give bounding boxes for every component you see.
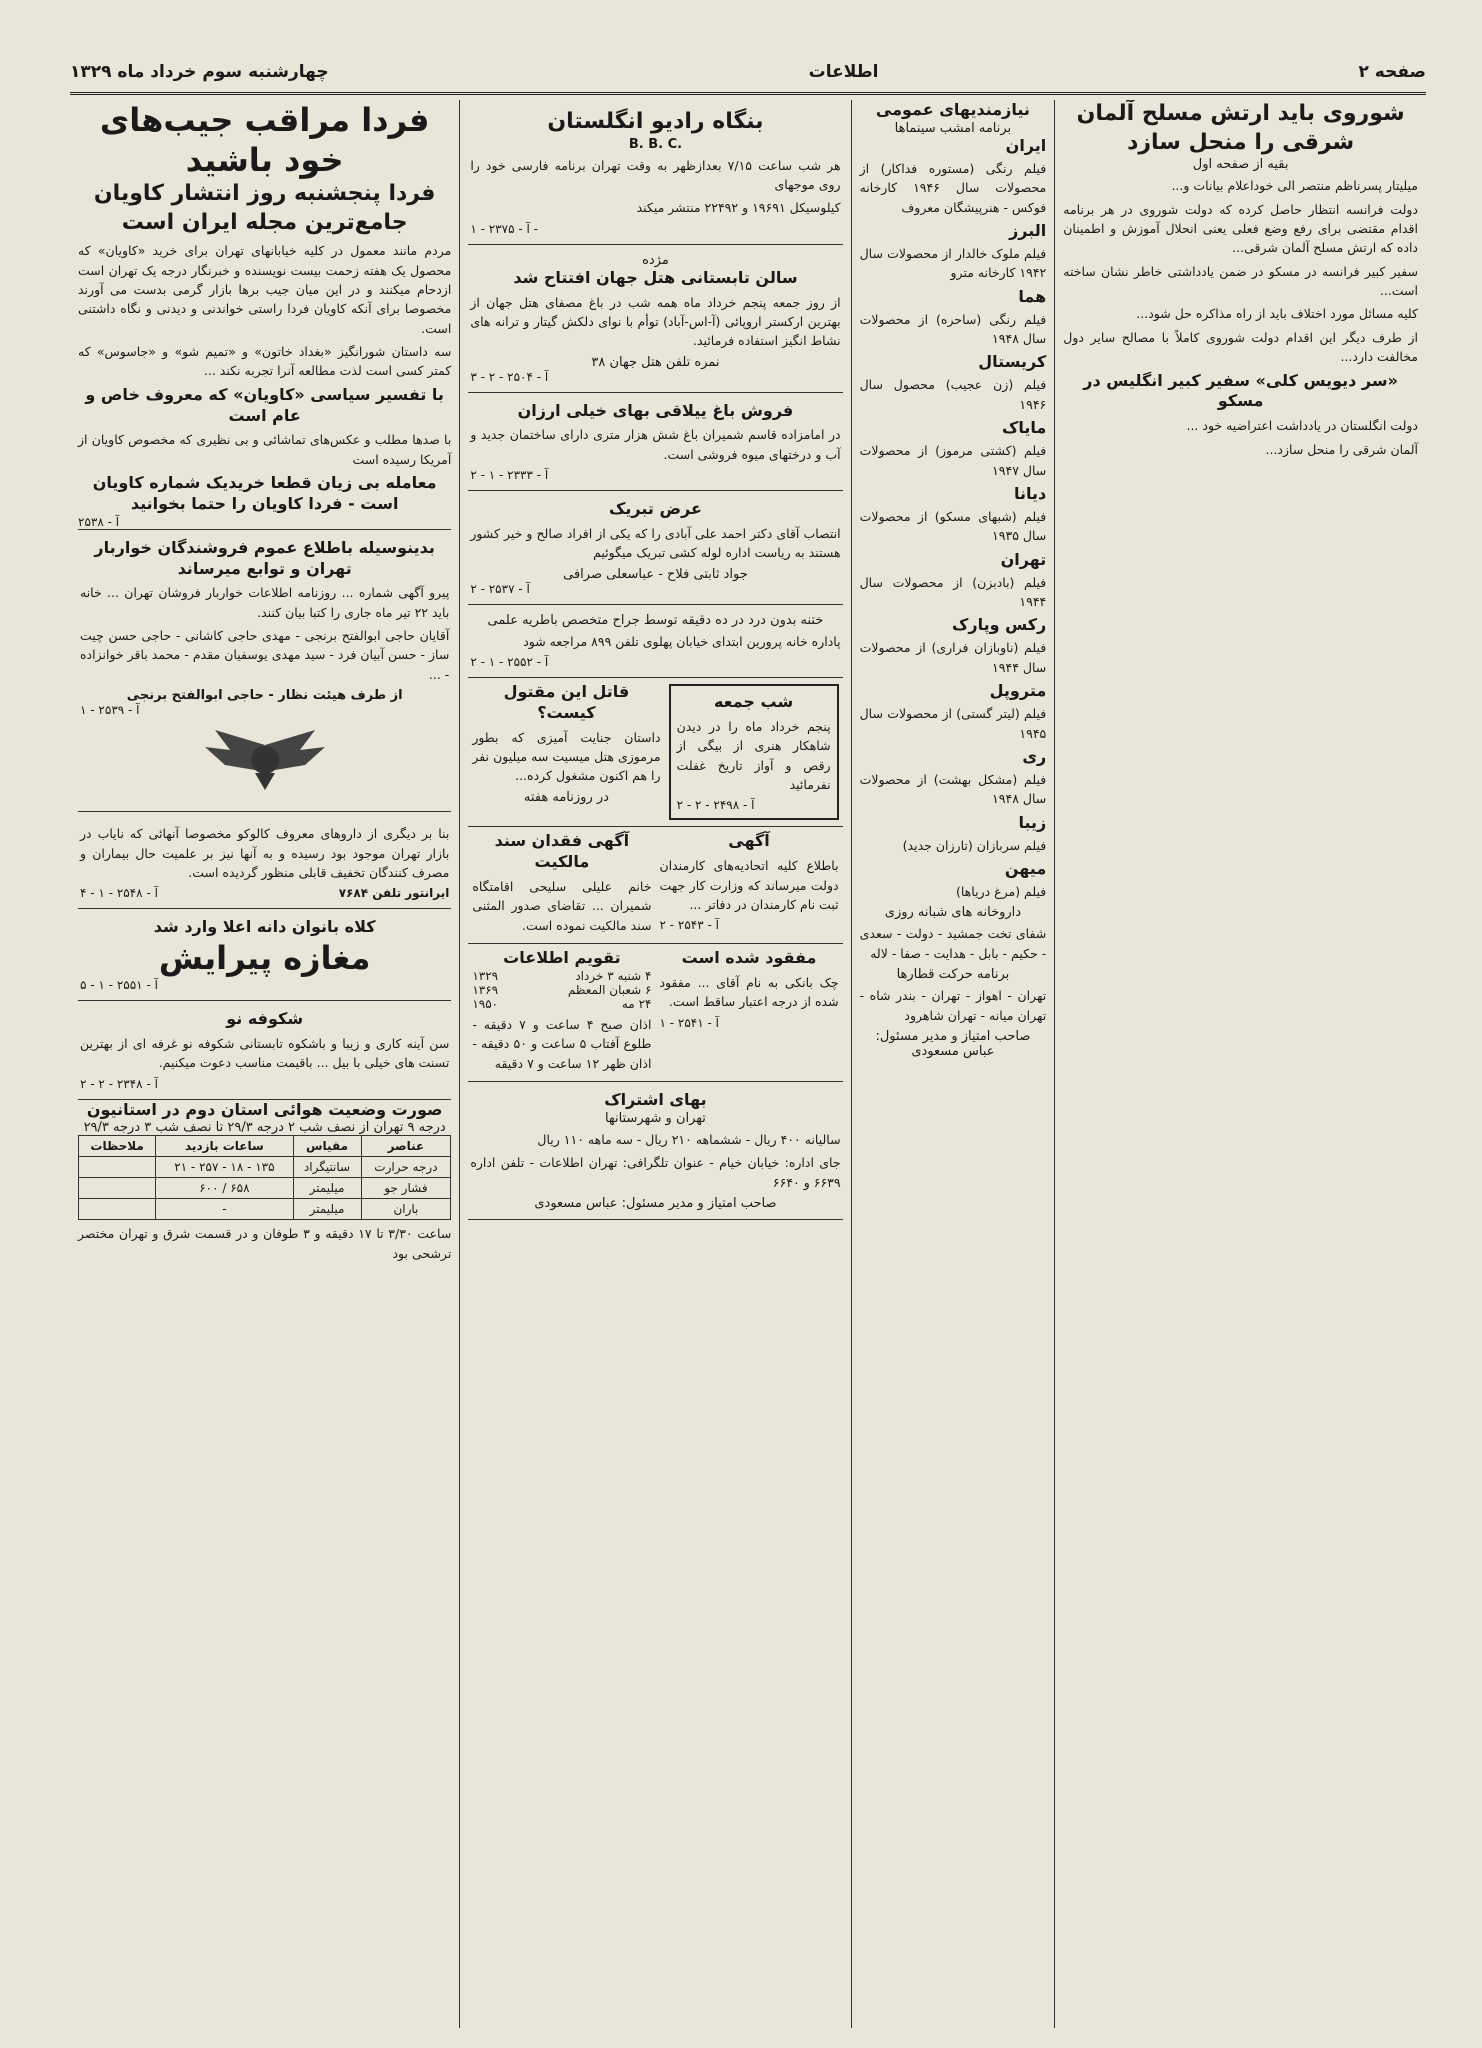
paragraph: کلیه مسائل مورد اختلاف باید از راه مذاکره حل شود...: [1136, 306, 1418, 322]
table-header: مقیاس: [293, 1136, 361, 1157]
column-notices: [851, 100, 1055, 2028]
subscription-text: سالیانه ۴۰۰ ریال - ششماهه ۲۱۰ ریال - سه ماهه ۱۱۰ ریال: [537, 1131, 841, 1147]
subscription: [468, 1081, 842, 1220]
cinema-entry: [860, 221, 1047, 283]
drug-sign: ایرانتور تلفن ۷۶۸۴: [338, 886, 450, 901]
paragraph: دولت انگلستان در یادداشت اعتراضیه خود ...: [1186, 418, 1418, 434]
paragraph: دولت فرانسه انتظار حاصل کرده که دولت شوروی در هر برنامه اقدام مقتضی برای رفع وضع فعلی یعنی انحلال آموزش و اطمینان داده که ارتش مسلح آلمان شرقی...: [1063, 201, 1418, 256]
cinema-entry: [860, 136, 1047, 217]
calendar-title: تقویم اطلاعات: [503, 948, 621, 968]
table-cell: میلیمتر: [293, 1199, 361, 1220]
address-text: جای اداره: خیابان خیام - عنوان تلگرافی: تهران اطلاعات - تلفن اداره ۶۶۳۹ و ۶۶۴۰: [470, 1155, 841, 1190]
table-cell: سانتیگراد: [293, 1157, 361, 1178]
ad-lost-deed: [468, 827, 655, 943]
kavian-subhead: فردا پنجشنبه روز انتشار کاویان جامع‌ترین مجله ایران است: [93, 181, 436, 235]
cinema-name: میهن: [1004, 859, 1047, 879]
table-header: ساعات بازدید: [156, 1136, 293, 1157]
cinema-name: متروپل: [989, 681, 1047, 701]
calendar-date: ۲۴ مه: [621, 996, 652, 1011]
calendar: [468, 944, 655, 1081]
column-politics: [1054, 100, 1426, 2028]
ad-congrats: [468, 491, 842, 605]
congrats-sign: جواد ثابتی فلاح - عباسعلی صرافی: [563, 566, 748, 582]
ad-code: آ - ۲۴۹۸ - ۲ - ۲: [676, 798, 755, 813]
ad-notice: [655, 827, 842, 943]
column-kavian: [70, 100, 459, 2028]
killer-source: در روزنامه هفته: [523, 789, 609, 805]
kavian-intro: مردم مانند معمول در کلیه خیابانهای تهران برای خرید «کاویان» که محصول یک هفته زحمت بیست نویسنده و خبرنگار درجه یک تهران است ازدحام میکنند و در این میان جیب برها بازار گرمی بدست می آورند مخصوصا برای آنکه کاویان فردا راستی خواندنی و دیدنی و نگاه داشتنی است.: [78, 243, 452, 336]
bbc-title: بنگاه رادیو انگلستان: [547, 109, 764, 134]
table-cell: باران: [361, 1199, 451, 1220]
hotel-title: سالن تابستانی هتل جهان افتتاح شد: [513, 267, 798, 287]
weather-report: [78, 1100, 451, 1264]
table-cell: [79, 1178, 156, 1199]
ad-code: آ - ۲۳۷۵ - ۱ -: [470, 221, 538, 236]
union-title: بدینوسیله باطلاع عموم فروشندگان خواربار تهران و توابع میرساند: [94, 537, 435, 578]
killer-text: داستان جنایت آمیزی که بطور مرموزی هتل میسیت سه میلیون نفر را هم اکنون مشغول کرده...: [472, 729, 661, 784]
cinema-name: زیبا: [1018, 812, 1047, 832]
cinema-text: فیلم (مرغ دریاها): [956, 884, 1047, 900]
cinema-list: [860, 136, 1047, 902]
flower-text: سن آینه کاری و زیبا و باشکوه تابستانی شکوفه نو غرفه ای از بهترین تسنت های خیلی با بیل ... باقیمت مناسب دعوت میکنیم.: [80, 1035, 450, 1071]
cinema-text: فیلم رنگی (مستوره فداکار) از محصولات سال ۱۹۴۶ کارخانه فوکس - هنرپیشگان معروف: [859, 160, 1047, 215]
cinema-entry: [860, 615, 1047, 677]
cinema-name: البرز: [1009, 220, 1047, 240]
hats-title: کلاه بانوان دانه اعلا وارد شد: [153, 917, 376, 937]
table-cell: -: [156, 1199, 293, 1220]
cinema-entry: [860, 287, 1047, 349]
table-cell: [79, 1199, 156, 1220]
ad-code: آ - ۲۵۳۹ - ۱: [80, 703, 140, 718]
union-names: آقایان حاجی ابوالفتح برنجی - مهدی حاجی کاشانی - حاجی حسن چیت ساز - حسن آبیان فرد - سید مهدی یوسفیان مقدم - محمد باقر خوانزاده - ...: [80, 628, 450, 682]
ad-killer: [468, 678, 664, 826]
subscription-title: بهای اشتراک: [604, 1090, 707, 1110]
hotel-head: مژده: [642, 252, 669, 268]
weather-note: ساعت ۳/۳۰ تا ۱۷ دقیقه و ۳ طوفان و در قسمت شرق و تهران مختصر ترشحی بود: [78, 1226, 452, 1261]
cinema-entry: [860, 859, 1047, 901]
paragraph: از طرف دیگر این اقدام دولت شوروی کاملاً با مصالح سایر دول مخالفت دارد...: [1063, 329, 1418, 365]
cinema-name: ایران: [1005, 135, 1047, 155]
page-header: [70, 52, 1426, 95]
table-cell: میلیمتر: [293, 1178, 361, 1199]
night-text: پنجم خرداد ماه را در دیدن شاهکار هنری از بیگی از رقص و آواز تاریخ غفلت نفرمائید: [676, 718, 831, 793]
column-ads: [459, 100, 850, 2028]
table-header: عناصر: [361, 1136, 451, 1157]
night-title: شب جمعه: [713, 692, 794, 712]
drug-text: بنا بر دیگری از داروهای معروف کالوکو مخصوصا آنهائی که نایاب در بازار تهران موجود بود رسیده و به آنها نیز بر علمیت حال بیماران و مصرف کنندگان تخفیف قابلی منظور گردیده است.: [80, 826, 450, 880]
cinema-text: فیلم ملوک خالدار از محصولات سال ۱۹۴۲ کارخانه مترو: [859, 245, 1047, 281]
cinema-entry: [860, 681, 1047, 743]
paragraph: میلیتار پسرناظم منتصر الی خوداعلام بیانات و...: [1171, 178, 1418, 194]
ad-code: آ - ۲۵۴۱ - ۱: [659, 1015, 719, 1030]
union-sign: از طرف هیئت نظار - حاجی ابوالفتح برنجی: [126, 688, 403, 704]
publisher-signature: صاحب امتیاز و مدیر مسئول: عباس مسعودی: [875, 1028, 1031, 1059]
calendar-year: ۱۳۶۹: [472, 982, 499, 997]
paragraph: آلمان شرقی را منحل سازد...: [1265, 441, 1418, 457]
calendar-date: ۶ شعبان المعظم: [567, 982, 652, 997]
lost-title: مفقود شده است: [681, 948, 817, 968]
ad-row: [468, 944, 842, 1081]
cinema-name: دیانا: [1014, 483, 1047, 503]
notice-text: باطلاع کلیه اتحادیه‌های کارمندان دولت میرساند که وزارت کار جهت ثبت نام کارمندان در دفاتر ...: [659, 858, 839, 912]
garden-title: فروش باغ ییلاقی بهای خیلی ارزان: [517, 400, 794, 420]
ad-code: آ - ۲۳۴۸ - ۲ - ۲: [80, 1076, 158, 1091]
union-text: پیرو آگهی شماره ... روزنامه اطلاعات خواربار فروشان تهران ... خانه باید ۲۲ تیر ماه جاری را کتبا بیان کنند.: [80, 585, 450, 620]
calendar-year: ۱۹۵۰: [472, 996, 499, 1011]
trains-title: برنامه حرکت قطارها: [896, 967, 1010, 983]
flower-ad: [78, 1001, 451, 1100]
issue-date: چهارشنبه سوم خرداد ماه ۱۳۲۹: [70, 62, 329, 82]
cinema-entry: [860, 747, 1047, 809]
congrats-title: عرض تبریک: [609, 499, 702, 519]
publisher-signature: صاحب امتیاز و مدیر مسئول: عباس مسعودی: [534, 1195, 777, 1211]
notices-headline: نیازمندیهای عمومی: [875, 100, 1030, 119]
drug-notice: [78, 812, 451, 909]
kavian-headline: فردا مراقب جیب‌های خود باشید: [99, 101, 430, 179]
lost-text: چک بانکی به نام آقای ... مفقود شده از درجه اعتبار ساقط است.: [659, 974, 839, 1010]
cinema-entry: [860, 418, 1047, 480]
cinema-name: هما: [1018, 286, 1047, 306]
cinema-name: تهران: [1000, 549, 1047, 569]
cinema-name: کریستال: [978, 352, 1047, 372]
ad-code: آ - ۲۵۴۸ - ۱ - ۴: [80, 886, 158, 901]
union-notice: [78, 529, 451, 812]
table-cell: ۶۵۸ / ۶۰۰: [156, 1178, 293, 1199]
ad-code: آ - ۲۵۰۴ - ۲ - ۳: [470, 369, 549, 384]
weather-title: صورت وضعیت هوائی استان دوم در استانیون: [86, 1099, 443, 1119]
notice-title: آگهی: [728, 831, 770, 851]
table-row: [79, 1157, 451, 1178]
calendar-row: [472, 983, 651, 997]
kavian-body: با صدها مطلب و عکس‌های تماشائی و بی نظیری که مخصوص کاویان از آمریکا رسیده است: [78, 432, 452, 467]
ad-code: آ - ۲۵۴۳ - ۲: [659, 918, 719, 933]
ad-row: [468, 678, 842, 827]
killer-title: قاتل این مقتول کیست؟: [503, 682, 630, 722]
columns: [70, 100, 1426, 2028]
ad-code: آ - ۲۵۵۱ - ۱ - ۵: [80, 978, 158, 993]
hats-store: مغازه پیرایش: [158, 939, 371, 978]
weather-sub: درجه ۹ تهران از نصف شب ۲ درجه ۲۹/۳ تا نصف شب ۳ درجه ۲۹/۳: [83, 1120, 446, 1136]
hats-ad: [78, 909, 451, 1001]
table-cell: فشار جو: [361, 1178, 451, 1199]
calendar-year: ۱۳۲۹: [472, 968, 499, 983]
cinema-text: فیلم (مشکل بهشت) از محصولات سال ۱۹۴۸: [859, 771, 1047, 807]
ad-hotel: [468, 245, 842, 393]
ad-row: [468, 827, 842, 944]
cinema-title: برنامه امشب سینماها: [894, 120, 1012, 136]
calendar-row: [472, 969, 651, 983]
cinema-text: فیلم رنگی (ساحره) از محصولات سال ۱۹۴۸: [859, 311, 1047, 347]
cinema-entry: [860, 813, 1047, 855]
ad-code: آ - ۲۵۵۲ - ۱ - ۲: [470, 655, 549, 670]
table-cell: درجه حرارت: [361, 1157, 451, 1178]
cinema-text: فیلم (کشتی مرموز) از محصولات سال ۱۹۴۷: [859, 443, 1047, 478]
bbc-freq: کیلوسیکل ۱۹۶۹۱ و ۲۲۴۹۲ منتشر میکند: [636, 200, 841, 216]
ad-night-cinema: [669, 684, 839, 820]
ad-code: آ - ۲۵۳۸: [78, 514, 120, 529]
cinema-text: فیلم (شبهای مسکو) از محصولات سال ۱۹۳۵: [859, 508, 1047, 544]
kavian-slogan: معامله بی زیان قطعا خریدیک شماره کاویان است - فردا کاویان را حتما بخوانید: [92, 473, 437, 513]
kavian-body: سه داستان شورانگیز «بغداد خاتون» و «تمیم شو» و «جاسوس» که کمتر کسی است لذت مطالعه آنرا تجربه نکند ...: [78, 344, 452, 379]
cinema-text: فیلم (ناوبازان فراری) از محصولات سال ۱۹۴۴: [859, 640, 1047, 675]
trains-text: تهران - اهواز - تهران - بندر شاه - تهران میانه - تهران شاهرود: [859, 988, 1047, 1023]
table-cell: ۱۳۵ - ۱۸ - ۲۵۷ - ۲۱: [156, 1157, 293, 1178]
kavian-emphasis: با تفسیر سیاسی «کاویان» که معروف خاص و عام است: [85, 384, 444, 425]
eagle-emblem-icon: [80, 725, 449, 795]
congrats-text: انتصاب آقای دکتر احمد علی آبادی را که یکی از افراد صالح و خیر کشور هستند به ریاست اداره لوله کشی تبریک میگوئیم: [470, 525, 841, 561]
cinema-entry: [860, 484, 1047, 546]
lost-deed-title: آگهی فقدان سند مالکیت: [494, 831, 630, 872]
headline-soviet: شوروی باید ارتش مسلح آلمان شرقی را منحل سازد: [1076, 101, 1405, 155]
ad-bbc: [468, 100, 842, 245]
drug-footer: [80, 886, 449, 900]
subscription-head: تهران و شهرستانها: [605, 1110, 706, 1126]
cinema-name: ری: [1022, 746, 1047, 766]
cinema-name: مایاک: [1001, 418, 1047, 438]
cinema-text: فیلم (لیتر گستی) از محصولات سال ۱۹۴۵: [859, 706, 1047, 741]
cinema-entry: [860, 550, 1047, 612]
doctor-title: ختنه بدون درد در ده دقیقه توسط جراح متخصص باطریه علمی: [487, 612, 824, 628]
page-number: صفحه ۲: [1358, 62, 1426, 82]
weather-table: [78, 1135, 451, 1220]
table-cell: [79, 1157, 156, 1178]
table-row: [79, 1199, 451, 1220]
ad-code: آ - ۲۵۳۷ - ۲: [470, 581, 530, 596]
calendar-date: ۴ شنبه ۳ خرداد: [575, 968, 652, 983]
subhead-british: «سر دیویس کلی» سفیر کبیر انگلیس در مسکو: [1083, 370, 1398, 411]
hotel-text: از روز جمعه پنجم خرداد ماه همه شب در باغ مصفای هتل جهان از بهترین ارکستر اروپائی (آ-اس-آباد) توأم با نوای دلکش گیتار و ترانه های نشاط انگیز استفاده فرمائید.: [470, 294, 841, 349]
cinema-text: فیلم (زن عجیب) محصول سال ۱۹۴۶: [859, 377, 1047, 412]
pharmacy-title: داروخانه های شبانه روزی: [884, 905, 1022, 921]
ad-code: آ - ۲۳۳۳ - ۱ - ۲: [470, 468, 549, 483]
bbc-text: هر شب ساعت ۷/۱۵ بعدازظهر به وقت تهران برنامه فارسی خود را روی موجهای: [470, 157, 841, 192]
paragraph: سفیر کبیر فرانسه در مسکو در ضمن یادداشتی خاطر نشان ساخته است...: [1063, 263, 1418, 299]
flower-title: شکوفه نو: [226, 1009, 304, 1029]
cinema-text: فیلم سربازان (تارزان جدید): [902, 837, 1047, 853]
cinema-entry: [860, 352, 1047, 414]
hotel-phone: نمره تلفن هتل جهان ۳۸: [591, 354, 720, 370]
bbc-sub: B. B. C.: [628, 136, 683, 152]
paper-name: اطلاعات: [808, 62, 879, 82]
garden-text: در امامزاده قاسم شمیران باغ شش هزار متری دارای ساختمان جدید و آب و درختهای میوه فروشی است.: [470, 427, 841, 462]
table-header: ملاحظات: [79, 1136, 156, 1157]
cinema-name: رکس وپارک: [951, 615, 1047, 635]
ad-doctor: [468, 605, 842, 678]
ad-lost: [655, 944, 842, 1081]
continued-note: بقیه از صفحه اول: [1192, 157, 1289, 173]
lost-deed-text: خانم علیلی سلیحی اقامتگاه شمیران ... تقاضای صدور المثنی سند مالکیت نموده است.: [472, 879, 652, 933]
calendar-row: [472, 997, 651, 1011]
table-row: [79, 1178, 451, 1199]
calendar-notes: اذان صبح ۴ ساعت و ۷ دقیقه - طلوع آفتاب ۵ ساعت و ۵۰ دقیقه - اذان ظهر ۱۲ ساعت و ۷ دقیقه: [472, 1016, 652, 1071]
ad-garden: [468, 393, 842, 492]
pharmacy-text: شفای تخت جمشید - دولت - سعدی - حکیم - بابل - هدایت - صفا - لاله: [859, 926, 1047, 961]
cinema-text: فیلم (بادبزن) از محصولات سال ۱۹۴۴: [859, 574, 1047, 610]
doctor-text: پاداره خانه پرورین ابتدای خیابان پهلوی تلفن ۸۹۹ مراجعه شود: [523, 633, 841, 649]
